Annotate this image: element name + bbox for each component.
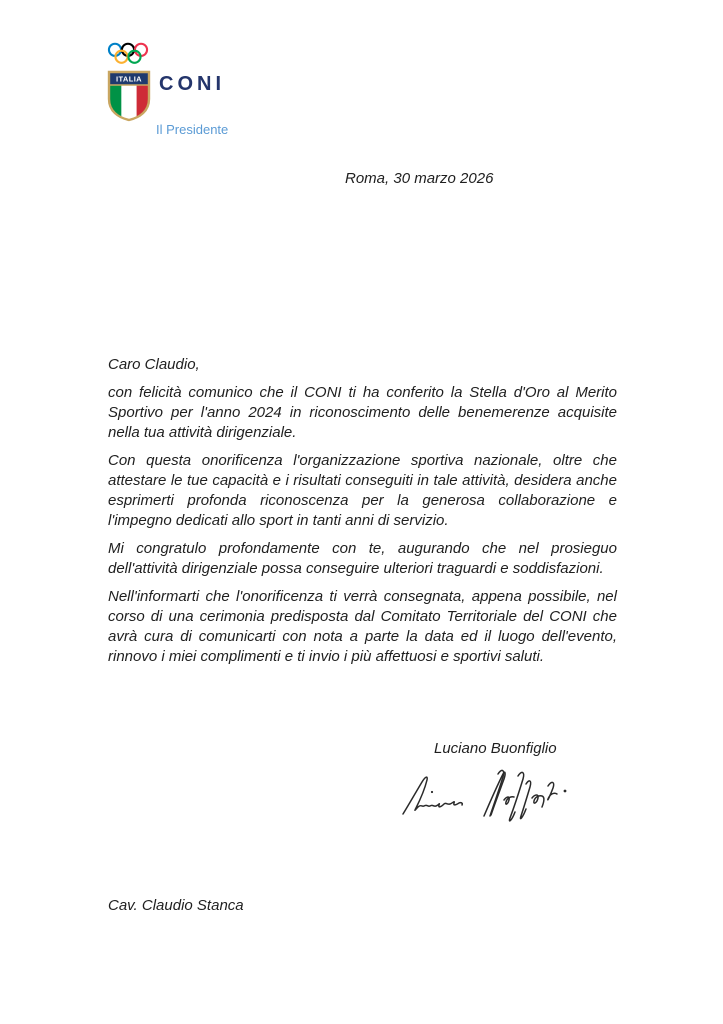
signature-i-dot — [431, 791, 433, 793]
president-title: Il Presidente — [156, 122, 229, 137]
letter-body — [108, 355, 617, 675]
paragraph-3: Mi congratulo profondamente con te, augurando che nel prosieguo dell'attività dirigenziale possa conseguire ulteriori traguardi e soddisfazioni. — [108, 540, 617, 577]
signature-stroke-ending-h — [548, 782, 557, 799]
org-name: CONI — [159, 73, 225, 95]
paragraph-1: con felicità comunico che il CONI ti ha conferito la Stella d'Oro al Merito Sportivo per l'anno 2024 in riconoscimento delle benemerenze acquisite nella tua attività dirigenziale. — [108, 384, 617, 441]
salutation: Caro Claudio, — [108, 356, 200, 373]
paragraph-4: Nell'informarti che l'onorificenza ti verrà consegnata, appena possibile, nel corso di una cerimonia predisposta dal Comitato Territoriale del CONI che avrà cura di comunicarti con nota a parte la data ed il luogo dell'evento, rinnovo i miei complimenti e ti invio i più affettuosi e sportivi saluti. — [108, 588, 617, 665]
signature-stroke-first-name — [403, 777, 462, 814]
olympic-rings-icon — [107, 42, 149, 68]
paragraph-2: Con questa onorificenza l'organizzazione sportiva nazionale, oltre che attestare le tue capacità e i risultati conseguiti in tale attività, desidera anche esprimerti profonda riconoscenza per la generosa collaborazione e l'impegno dedicati allo sport in tanti anni di servizio. — [108, 452, 617, 529]
signer-name: Luciano Buonfiglio — [434, 740, 557, 757]
signature-stroke-gl — [532, 795, 544, 807]
signature-stroke-f2 — [520, 781, 530, 819]
signature-stroke-u — [504, 797, 514, 804]
italia-shield-icon — [106, 70, 152, 122]
handwritten-signature — [398, 762, 578, 822]
recipient-name: Cav. Claudio Stanca — [108, 897, 244, 914]
dateline: Roma, 30 marzo 2026 — [345, 170, 494, 187]
flag-stripe-white — [121, 85, 136, 122]
signature-end-dot — [564, 790, 567, 793]
shield-label: ITALIA — [115, 74, 143, 84]
